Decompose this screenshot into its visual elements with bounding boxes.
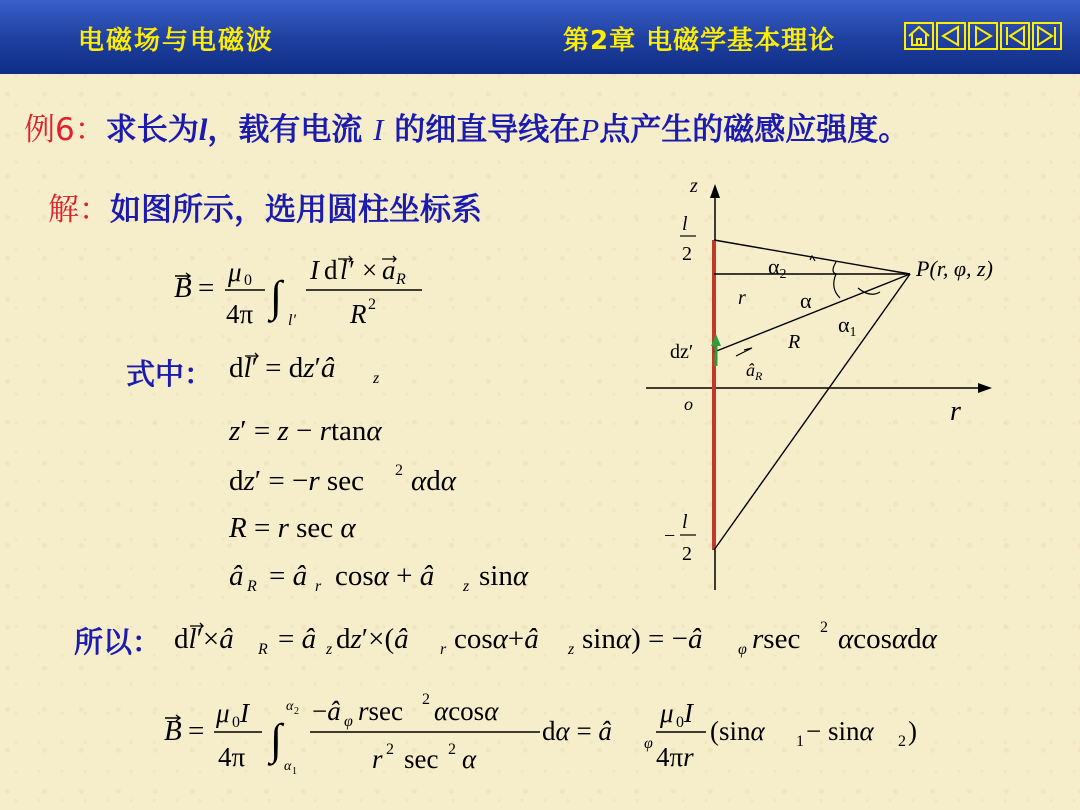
alpha-label: α [800,288,812,313]
svg-text:rsec: rsec [358,696,403,726]
last-icon[interactable] [1032,22,1062,50]
svg-text:R: R [247,578,257,595]
svg-text:d: d [324,255,338,285]
top-limit-denominator: 2 [682,243,692,265]
var-I: I [373,112,384,147]
svg-text:r: r [315,578,322,595]
svg-text:μ: μ [216,698,230,728]
svg-text:− sinα: − sinα [806,716,874,746]
cross-product-equation [170,612,1050,672]
bottom-limit-denominator: 2 [682,543,692,565]
svg-text:B: B [174,272,192,304]
svg-text:0: 0 [244,272,252,289]
home-icon[interactable] [904,22,934,50]
svg-text:0: 0 [676,714,684,731]
equation-list [225,345,565,595]
svg-text:=: = [188,715,205,747]
statement-text: 点产生的磁感应强度。 [599,112,910,148]
svg-text:0: 0 [232,714,240,731]
svg-text:sec: sec [404,744,439,774]
prev-icon[interactable] [936,22,966,50]
svg-text:I: I [684,698,693,728]
svg-text:αcosα: αcosα [434,696,499,726]
therefore-label: 所以： [74,625,162,659]
svg-text:4πr: 4πr [656,742,694,772]
svg-text:×: × [362,255,378,285]
svg-text:dl′×â: dl′×â [174,623,234,655]
svg-text:l′: l′ [288,312,296,329]
svg-text:2: 2 [422,691,430,708]
svg-text:μ: μ [228,257,242,287]
svg-text:∫: ∫ [270,715,283,764]
alpha1-label: α1 [838,312,857,340]
z-axis-label: z [690,175,698,197]
svg-text:μ: μ [660,698,674,728]
first-icon[interactable] [1000,22,1030,50]
svg-text:φ: φ [344,713,353,730]
svg-text:): ) [908,716,917,746]
svg-text:R = r sec α: R = r sec α [229,512,356,544]
svg-text:a: a [382,255,396,285]
statement-text: ，载有电流 [207,112,374,148]
svg-text:B: B [164,715,182,747]
statement-text: 的细直导线在 [383,112,581,148]
svg-text:R: R [350,299,367,329]
svg-text:2: 2 [368,296,376,313]
svg-text:dz′ = −r sec: dz′ = −r sec [229,465,364,497]
svg-text:2: 2 [448,741,456,758]
example-label: 例6： [24,112,106,148]
svg-text:dl′ = dz′â: dl′ = dz′â [229,352,336,384]
svg-text:1: 1 [292,766,297,777]
r-axis-label: r [950,396,961,427]
svg-text:= â: = â [278,623,317,655]
next-icon[interactable] [968,22,998,50]
slide-navigation [904,22,1064,50]
svg-text:z: z [373,370,380,387]
example-statement [24,104,909,149]
svg-text:2: 2 [820,619,828,636]
svg-text:dz′×(â: dz′×(â [336,623,409,655]
svg-text:2: 2 [395,462,403,479]
statement-text: 求长为 [105,112,199,148]
svg-text:2: 2 [294,706,299,717]
dz-label: dz′ [670,341,694,363]
svg-text:1: 1 [796,733,804,750]
final-result-equation [160,682,960,792]
biot-savart-equation [170,245,440,335]
svg-text:dα = â: dα = â [542,716,612,746]
svg-text:αcosαdα: αcosαdα [838,623,937,655]
svg-text:α: α [286,699,294,714]
point-p-label: P(r, φ, z) [916,256,993,281]
svg-text:â: â [229,560,244,592]
course-title: 电磁场与电磁波 [78,26,275,56]
slide-header [0,0,1080,74]
geometry-diagram [640,170,1000,600]
chapter-title: 第2章 电磁学基本理论 [563,26,836,56]
svg-text:sinα) = −â: sinα) = −â [582,623,703,655]
var-P: P [580,112,600,147]
svg-text:sinα: sinα [479,560,529,592]
svg-text:z: z [326,641,333,658]
svg-text:2: 2 [898,733,906,750]
svg-text:−â: −â [312,696,341,726]
origin-label: o [684,394,693,414]
solution-line [48,184,482,229]
svg-text:l′: l′ [340,255,354,285]
var-l: l [198,112,208,147]
svg-text:α: α [462,744,477,774]
bottom-limit-sign: − [664,525,676,547]
svg-text:r: r [372,744,383,774]
r-distance-label: r [738,287,746,309]
alpha2-label: α2 [768,254,787,282]
solution-text: 如图所示，选用圆柱坐标系 [110,192,482,228]
svg-text:I: I [310,255,319,285]
svg-text:= â: = â [269,560,308,592]
aR-vector-label: $â_R$ [746,360,763,383]
svg-text:φ: φ [738,641,747,658]
svg-text:z: z [463,578,470,595]
svg-text:z: z [568,641,575,658]
svg-text:(sinα: (sinα [710,716,765,746]
svg-text:z′ = z − rtanα: z′ = z − rtanα [229,415,382,447]
svg-text:r: r [440,641,447,658]
svg-text:αdα: αdα [411,465,456,497]
svg-text:R: R [258,641,268,658]
svg-text:=: = [198,272,215,304]
top-limit-numerator: l [682,213,688,235]
svg-text:α: α [284,759,292,774]
bottom-limit-numerator: l [682,511,688,533]
svg-text:2: 2 [386,741,394,758]
svg-text:cosα+â: cosα+â [454,623,539,655]
svg-text:I: I [240,698,249,728]
svg-text:rsec: rsec [752,623,801,655]
svg-text:R: R [396,271,406,288]
svg-text:4π: 4π [218,742,246,772]
svg-text:cosα + â: cosα + â [335,560,435,592]
svg-text:4π: 4π [226,299,254,329]
where-label: 式中： [126,357,214,391]
svg-text:φ: φ [644,735,653,752]
solution-label: 解： [48,192,110,228]
R-distance-label: R [788,331,801,353]
svg-text:∫: ∫ [270,272,283,321]
